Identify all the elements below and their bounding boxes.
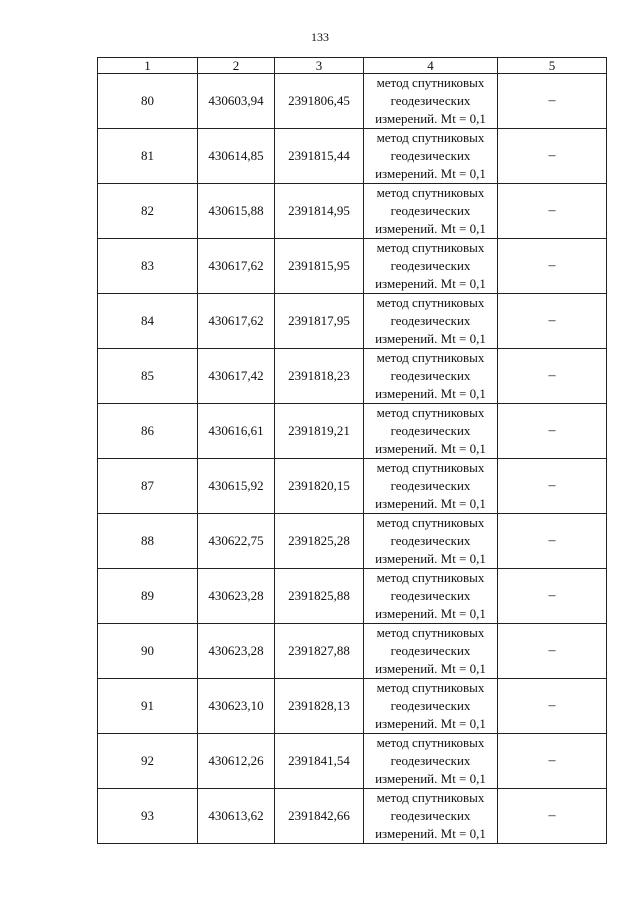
method-cell [364,459,498,514]
table-row [98,184,607,239]
method-line: метод спутниковых [376,130,485,145]
method-line: измерений. Mt = 0,1 [375,331,486,346]
point-number-cell: 91 [98,679,198,734]
table-row [98,789,607,844]
point-number-cell: 82 [98,184,198,239]
point-number-cell: 89 [98,569,198,624]
point-number-cell: 88 [98,514,198,569]
note-cell: – [498,734,607,789]
method-line: геодезических [390,753,471,768]
method-line: измерений. Mt = 0,1 [375,496,486,511]
x-coordinate-cell: 430617,62 [198,239,275,294]
y-coordinate-cell: 2391825,88 [275,569,364,624]
x-coordinate-cell: 430617,62 [198,294,275,349]
note-cell: – [498,129,607,184]
method-line: измерений. Mt = 0,1 [375,716,486,731]
x-coordinate-cell: 430612,26 [198,734,275,789]
x-coordinate-cell: 430614,85 [198,129,275,184]
y-coordinate-cell: 2391827,88 [275,624,364,679]
table-row [98,74,607,129]
method-cell [364,239,498,294]
page-number: 133 [311,30,329,44]
y-coordinate-cell: 2391814,95 [275,184,364,239]
method-line: геодезических [390,423,471,438]
method-cell [364,404,498,459]
header-row [98,58,607,74]
method-line: метод спутниковых [376,240,485,255]
method-cell [364,294,498,349]
point-number-cell: 87 [98,459,198,514]
table-row [98,734,607,789]
method-line: измерений. Mt = 0,1 [375,221,486,236]
column-header-5: 5 [498,58,607,74]
method-line: измерений. Mt = 0,1 [375,551,486,566]
x-coordinate-cell: 430615,92 [198,459,275,514]
point-number-cell: 92 [98,734,198,789]
note-cell: – [498,679,607,734]
method-line: геодезических [390,203,471,218]
method-line: метод спутниковых [376,185,485,200]
method-cell [364,349,498,404]
method-line: метод спутниковых [376,735,485,750]
point-number-cell: 83 [98,239,198,294]
note-cell: – [498,624,607,679]
method-line: измерений. Mt = 0,1 [375,771,486,786]
y-coordinate-cell: 2391819,21 [275,404,364,459]
method-cell [364,514,498,569]
method-line: метод спутниковых [376,680,485,695]
method-line: геодезических [390,588,471,603]
point-number-cell: 84 [98,294,198,349]
method-line: метод спутниковых [376,75,485,90]
method-line: геодезических [390,533,471,548]
method-cell [364,569,498,624]
table-row [98,459,607,514]
x-coordinate-cell: 430617,42 [198,349,275,404]
column-header-4: 4 [364,58,498,74]
note-cell: – [498,569,607,624]
y-coordinate-cell: 2391806,45 [275,74,364,129]
method-line: геодезических [390,313,471,328]
method-line: геодезических [390,148,471,163]
point-number-cell: 90 [98,624,198,679]
method-cell [364,734,498,789]
note-cell: – [498,789,607,844]
method-cell [364,679,498,734]
y-coordinate-cell: 2391818,23 [275,349,364,404]
method-line: измерений. Mt = 0,1 [375,386,486,401]
method-line: метод спутниковых [376,350,485,365]
x-coordinate-cell: 430616,61 [198,404,275,459]
table-row [98,349,607,404]
method-line: геодезических [390,808,471,823]
note-cell: – [498,239,607,294]
method-line: геодезических [390,258,471,273]
method-line: геодезических [390,643,471,658]
note-cell: – [498,514,607,569]
method-line: геодезических [390,93,471,108]
method-line: измерений. Mt = 0,1 [375,276,486,291]
x-coordinate-cell: 430615,88 [198,184,275,239]
y-coordinate-cell: 2391815,95 [275,239,364,294]
table-body [98,74,607,844]
method-line: метод спутниковых [376,570,485,585]
method-line: измерений. Mt = 0,1 [375,661,486,676]
y-coordinate-cell: 2391815,44 [275,129,364,184]
x-coordinate-cell: 430613,62 [198,789,275,844]
method-line: геодезических [390,698,471,713]
point-number-cell: 86 [98,404,198,459]
point-number-cell: 80 [98,74,198,129]
method-line: измерений. Mt = 0,1 [375,606,486,621]
x-coordinate-cell: 430623,10 [198,679,275,734]
column-header-1: 1 [98,58,198,74]
y-coordinate-cell: 2391817,95 [275,294,364,349]
table-row [98,514,607,569]
coordinates-table [97,57,607,844]
method-cell [364,789,498,844]
note-cell: – [498,294,607,349]
table-row [98,569,607,624]
method-line: измерений. Mt = 0,1 [375,166,486,181]
note-cell: – [498,404,607,459]
y-coordinate-cell: 2391841,54 [275,734,364,789]
method-cell [364,624,498,679]
method-cell [364,74,498,129]
note-cell: – [498,349,607,404]
table-row [98,679,607,734]
note-cell: – [498,74,607,129]
method-line: геодезических [390,478,471,493]
column-header-2: 2 [198,58,275,74]
point-number-cell: 81 [98,129,198,184]
method-line: измерений. Mt = 0,1 [375,441,486,456]
method-line: измерений. Mt = 0,1 [375,111,486,126]
y-coordinate-cell: 2391820,15 [275,459,364,514]
method-line: геодезических [390,368,471,383]
method-line: метод спутниковых [376,790,485,805]
x-coordinate-cell: 430623,28 [198,624,275,679]
method-cell [364,184,498,239]
method-line: измерений. Mt = 0,1 [375,826,486,841]
table-row [98,129,607,184]
y-coordinate-cell: 2391842,66 [275,789,364,844]
x-coordinate-cell: 430623,28 [198,569,275,624]
method-line: метод спутниковых [376,405,485,420]
x-coordinate-cell: 430603,94 [198,74,275,129]
y-coordinate-cell: 2391828,13 [275,679,364,734]
note-cell: – [498,459,607,514]
column-header-3: 3 [275,58,364,74]
table-row [98,239,607,294]
x-coordinate-cell: 430622,75 [198,514,275,569]
method-cell [364,129,498,184]
table-row [98,404,607,459]
method-line: метод спутниковых [376,460,485,475]
point-number-cell: 85 [98,349,198,404]
method-line: метод спутниковых [376,625,485,640]
table-row [98,624,607,679]
note-cell: – [498,184,607,239]
point-number-cell: 93 [98,789,198,844]
table-row [98,294,607,349]
method-line: метод спутниковых [376,295,485,310]
y-coordinate-cell: 2391825,28 [275,514,364,569]
method-line: метод спутниковых [376,515,485,530]
